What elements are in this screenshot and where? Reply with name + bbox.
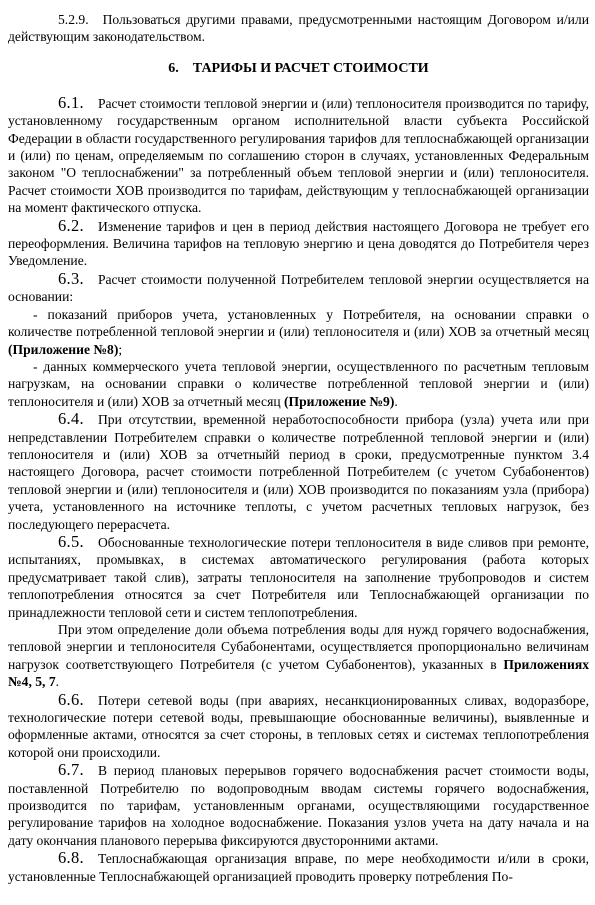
- clause-text: Обоснованные технологические потери теплоносителя в виде сливов при ремонте, испытаниях, промывках, в системах автоматического регулирования (работа которых предусматривает такой слив), затраты теплоносителя на заполнение трубопроводов и систем теплопотребления относятся за счет Потребителя или Теплоснабжающей организации по принадлежности тепловой сети и систем теплопотребления.: [8, 534, 589, 620]
- clause-6-4: [8, 410, 589, 533]
- clause-text: Расчет стоимости полученной Потребителем тепловой энергии осуществляется на основании:: [8, 271, 589, 305]
- clause-6-1: [8, 94, 589, 217]
- clause-number: 6.4.: [58, 409, 84, 429]
- clause-6-6: [8, 691, 589, 762]
- clause-number: 6.7.: [58, 760, 84, 780]
- clause-text: При этом определение доли объема потребления воды для нужд горячего водоснабжения, тепловой энергии и теплоносителя Субабонентами, осуществляется пропорционально величинам нагрузок соответствующего Потребителя (с учетом Субабонентов), указанных в: [8, 622, 589, 672]
- clause-6-7: [8, 761, 589, 849]
- clause-text: Пользоваться другими правами, предусмотренными настоящим Договором и/или действующим законодательством.: [8, 12, 589, 45]
- clause-6-2: [8, 217, 589, 270]
- clause-number: 6.8.: [58, 848, 84, 868]
- clause-number: 5.2.9.: [58, 12, 89, 27]
- appendix-ref: (Приложение №9): [284, 393, 395, 409]
- clause-6-8: [8, 849, 589, 885]
- clause-text: В период плановых перерывов горячего водоснабжения расчет стоимости воды, поставленной Потребителю по водопроводным вводам системы горячего водоснабжения, производится по тарифам, установленным органами, осуществляющими государственное регулирование тарифов на холодное водоснабжение. Показания узлов учета на дату начала и на дату окончания планового перерыва фиксируются двусторонними актами.: [8, 763, 589, 848]
- clause-number: 6.2.: [58, 215, 84, 235]
- section-heading: [8, 60, 589, 78]
- clause-number: 6.1.: [58, 92, 84, 112]
- appendix-ref: (Приложение №8): [8, 341, 119, 357]
- clause-text: Теплоснабжающая организация вправе, по мере необходимости и/или в сроки, установленные Теплоснабжающей организацией проводить проверку потребления По-: [8, 851, 589, 884]
- item-text: - данных коммерческого учета тепловой энергии, осуществленного по расчетным тепловым нагрузкам, на основании справки о количестве потребленной тепловой энергии и (или) теплоносителя и (или) ХОВ за отчетный месяц: [8, 358, 589, 409]
- clause-number: 6.5.: [58, 531, 84, 551]
- clause-6-5-continuation: [8, 621, 589, 691]
- clause-text: Изменение тарифов и цен в период действия настоящего Договора не требует его переоформления. Величина тарифов на тепловую энергию и цена доводятся до Потребителя через Уведомление.: [8, 218, 589, 269]
- clause-text: Потери сетевой воды (при авариях, несанкционированных сливах, водоразборе, технологические потери сетевой воды, превышающие обоснованные величины), выявленные и оформленные актами, относятся за счет стороны, в тепловых сетях и системах теплопотребления которой они происходили.: [8, 692, 589, 760]
- clause-6-3-item-2: [8, 358, 589, 410]
- item-punct: .: [394, 393, 398, 409]
- item-punct: .: [55, 674, 60, 690]
- item-text: - показаний приборов учета, установленных у Потребителя, на основании справки о количестве потребленной тепловой энергии и (или) теплоносителя и (или) ХОВ за отчетный месяц: [8, 306, 589, 340]
- appendix-ref: Приложениях №4, 5, 7: [8, 656, 589, 690]
- clause-text: Расчет стоимости тепловой энергии и (или) теплоносителя производится по тарифу, установленному государственным органом исполнительной власти субъекта Российской Федерации в области государственного регулирования тарифов для теплоснабжающей организации и (или) по ценам, определяемым по соглашению сторон в случаях, установленных Федеральным законом "О теплоснабжении" за потребленный объем тепловой энергии и (или) теплоносителя. Расчет стоимости ХОВ производится по тарифам, действующим у теплоснабжающей организации на момент фактического отпуска.: [8, 95, 589, 216]
- clause-6-5: [8, 533, 589, 621]
- item-punct: ;: [118, 341, 123, 357]
- section-title: ТАРИФЫ И РАСЧЕТ СТОИМОСТИ: [192, 60, 429, 76]
- clause-number: 6.3.: [58, 268, 84, 288]
- clause-6-3: [8, 270, 589, 306]
- clause-number: 6.6.: [58, 689, 84, 709]
- clause-5-2-9: [8, 11, 589, 46]
- clause-6-3-item-1: [8, 306, 589, 358]
- section-number: 6.: [168, 60, 179, 76]
- clause-text: При отсутствии, временной неработоспособности прибора (узла) учета или при непредставлении Потребителем справки о количестве потребленной тепловой энергии и (или) теплоносителя и (или) ХОВ за отчетныйй период в сроки, предусмотренные пунктом 3.4 настоящего Договора, расчет стоимости потребленной Потребителем (с учетом Субабонентов) тепловой энергии и (или) теплоносителя и (или) ХОВ производится по показаниям узла (прибора) учета, установленного на источнике теплоты, с учетом расчетных тепловых нагрузок, без последующего перерасчета.: [8, 412, 589, 532]
